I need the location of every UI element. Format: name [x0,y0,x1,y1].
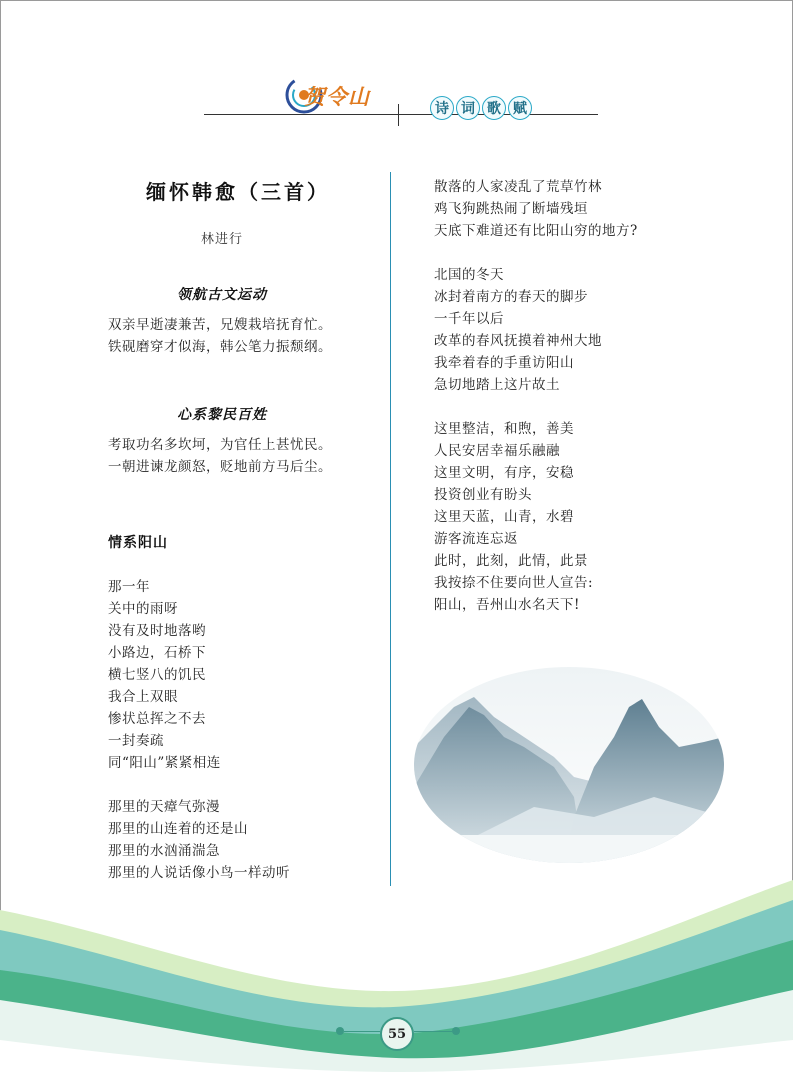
verse-line: 改革的春风抚摸着神州大地 [434,333,602,349]
verse-line: 那里的天瘴气弥漫 [108,799,220,815]
verse-line: 冰封着南方的春天的脚步 [434,289,588,305]
part2-title: 心系黎民百姓 [177,407,267,423]
verse-line: 人民安居幸福乐融融 [434,443,560,459]
page-number-dot-left [336,1027,344,1035]
verse-line: 那里的人说话像小鸟一样动听 [108,865,290,881]
verse-line: 一朝进谏龙颜怒，贬地前方马后尘。 [108,459,332,475]
verse-line: 横七竖八的饥民 [108,667,206,683]
page-number: 55 [380,1017,414,1051]
verse-line: 没有及时地落哟 [108,623,206,639]
column-divider [390,172,391,886]
part3-title: 情系阳山 [108,535,168,551]
verse-line: 小路边，石桥下 [108,645,206,661]
verse-line: 北国的冬天 [434,267,504,283]
brand-name: 贺令山 [304,84,370,109]
section-tag [430,96,532,120]
part3-verse-left [108,576,290,884]
verse-line: 阳山，吾州山水名天下! [434,597,580,613]
verse-line: 投资创业有盼头 [434,487,532,503]
page-number-dot-right [452,1027,460,1035]
section-tag-char: 赋 [508,96,532,120]
verse-line: 我合上双眼 [108,689,178,705]
poem-author: 林进行 [200,232,243,247]
verse-line: 我按捺不住要向世人宣告: [434,575,594,591]
brand-logo [284,75,374,115]
page-number-line-left [344,1031,380,1032]
poem-title: 缅怀韩愈（三首） [146,180,330,204]
section-tag-char: 词 [456,96,480,120]
verse-line: 散落的人家凌乱了荒草竹林 [434,179,602,195]
verse-line: 此时，此刻，此情，此景 [434,553,588,569]
verse-line: 天底下难道还有比阳山穷的地方? [434,223,638,239]
verse-line: 一封奏疏 [108,733,164,749]
verse-line: 那里的水汹涌湍急 [108,843,220,859]
page-number-line-right [414,1031,452,1032]
verse-line: 同“阳山”紧紧相连 [108,755,221,771]
header-cross-mark [398,104,399,126]
verse-line: 铁砚磨穿才似海，韩公笔力振颓纲。 [108,339,332,355]
verse-line: 惨状总挥之不去 [108,711,206,727]
part1-verse [108,314,332,358]
verse-line: 考取功名多坎坷，为官任上甚忧民。 [108,437,332,453]
verse-line: 那一年 [108,579,150,595]
verse-line: 鸡飞狗跳热闹了断墙残垣 [434,201,588,217]
mountain-painting [414,667,724,863]
part2-verse [108,434,332,478]
verse-line: 双亲早逝凄兼苦，兄嫂栽培抚育忙。 [108,317,332,333]
verse-line: 游客流连忘返 [434,531,518,547]
part1-title: 领航古文运动 [177,287,267,303]
header-rule-left [204,114,398,115]
section-tag-char: 诗 [430,96,454,120]
verse-line: 我牵着春的手重访阳山 [434,355,574,371]
part3-verse-right [434,176,638,616]
verse-line: 这里文明，有序，安稳 [434,465,574,481]
stanza-gap [434,396,638,418]
verse-line: 这里天蓝，山青，水碧 [434,509,574,525]
verse-line: 这里整洁，和煦，善美 [434,421,574,437]
verse-line: 急切地踏上这片故土 [434,377,560,393]
verse-line: 关中的雨呀 [108,601,178,617]
stanza-gap [108,774,290,796]
verse-line: 那里的山连着的还是山 [108,821,248,837]
section-tag-char: 歌 [482,96,506,120]
verse-line: 一千年以后 [434,311,504,327]
stanza-gap [434,242,638,264]
